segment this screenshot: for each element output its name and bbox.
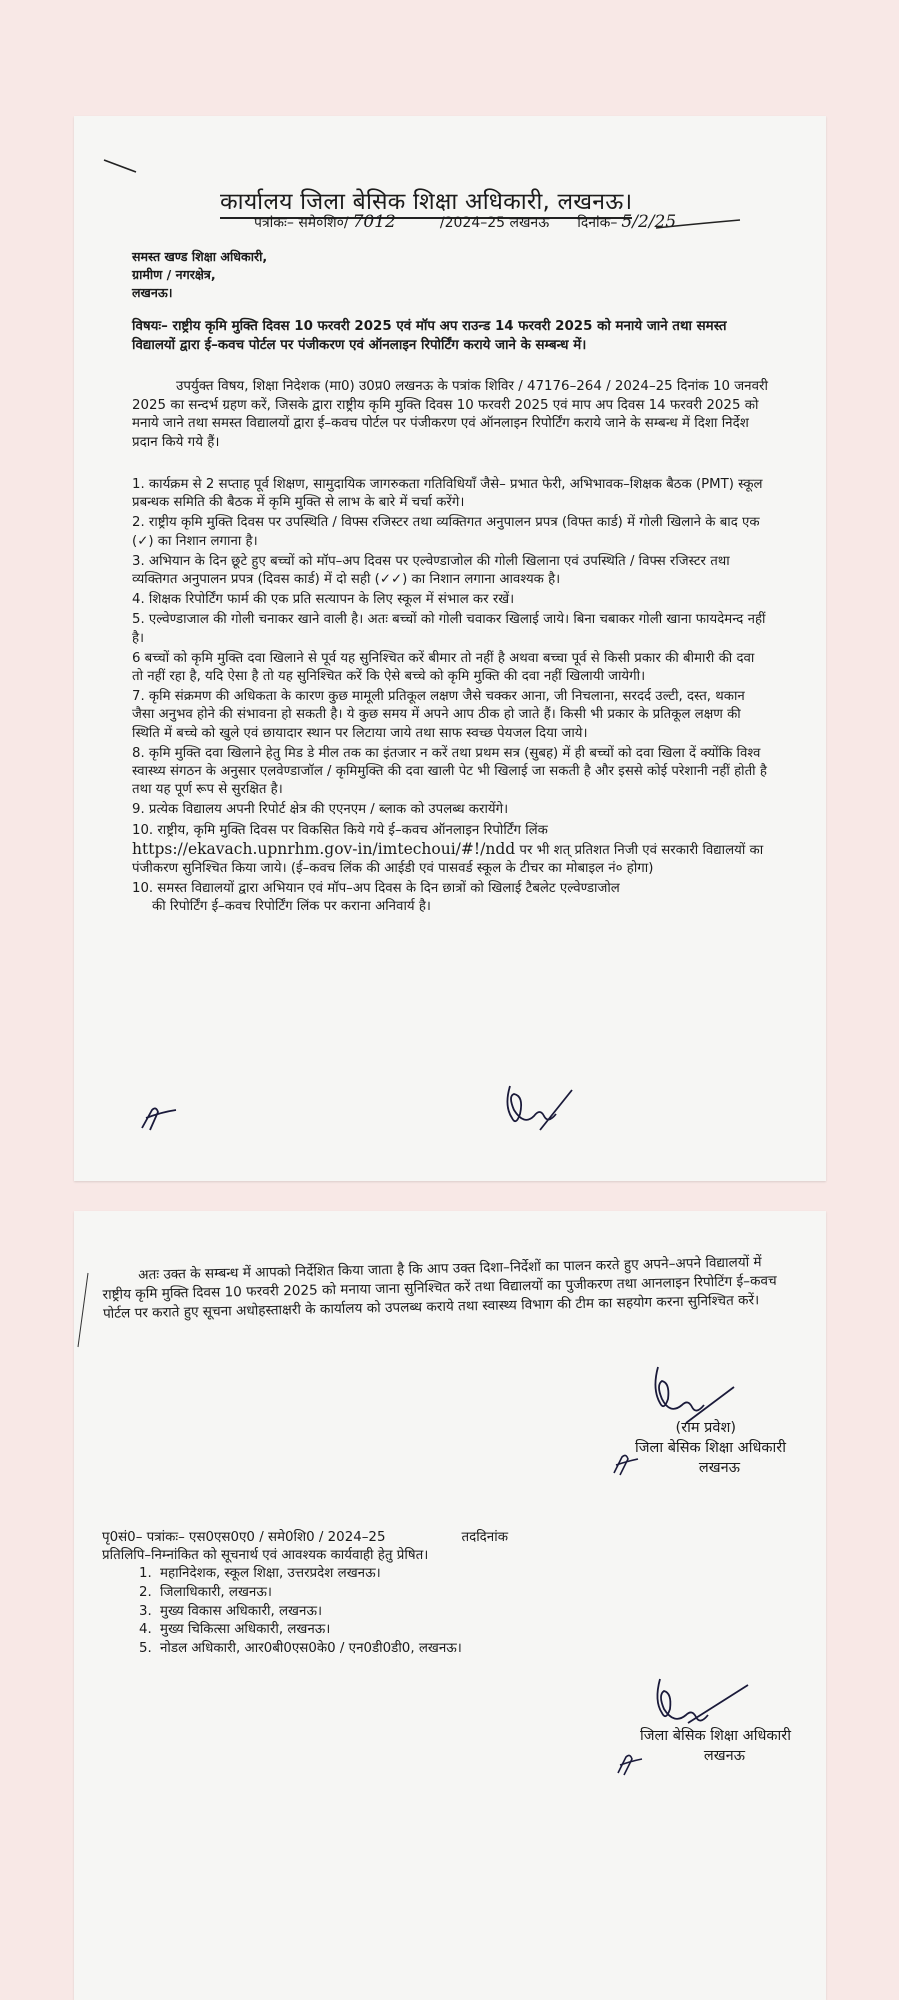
list-item: 5. एल्वेण्डाजाल की गोली चनाकर खाने वाली है। अतः बच्चों को गोली चवाकर खिलाई जाये। बिना चबाकर गोली खाना फायदेमन्द नहीं है। — [132, 612, 766, 646]
list-item-10b — [132, 880, 768, 916]
date-value: 5/2/25 — [621, 212, 677, 232]
ref-year: /2024–25 लखनऊ — [439, 215, 550, 231]
list-item: 9. प्रत्येक विद्यालय अपनी रिपोर्ट क्षेत्र की एएनएम / ब्लाक को उपलब्ध करायेंगे। — [132, 802, 509, 818]
initials-signature — [136, 1102, 186, 1136]
ref-prefix: पत्रांकः– समे०शि०/ — [254, 215, 349, 231]
address-line: ग्रामीण / नगरक्षेत्र, — [132, 267, 216, 282]
office-title: कार्यालय जिला बेसिक शिक्षा अधिकारी, लखनऊ। — [220, 184, 632, 219]
point10-text: 10. राष्ट्रीय, कृमि मुक्ति दिवस पर विकसित किये गये ई–कवच ऑनलाइन रिपोर्टिंग लिंक — [132, 822, 548, 838]
intro-paragraph: उपर्युक्त विषय, शिक्षा निदेशक (मा0) उ0प्र0 लखनऊ के पत्रांक शिविर / 47176–264 / 2024–25 दिनांक 10 जनवरी 2025 का सन्दर्भ ग्रहण करें, जिसके द्वारा राष्ट्रीय कृमि मुक्ति दिवस 10 फरवरी 2025 एवं माप अप दिवस 14 फरवरी 2025 को मनाये जाने तथा समस्त विद्यालयों द्वारा ई–कवच पोर्टल पर पंजीकरण एवं ऑनलाइन रिपोर्टिंग कराये जाने के सम्बन्ध में दिशा निर्देश प्रदान किये गये हैं। — [132, 379, 769, 450]
address-line: लखनऊ। — [132, 285, 173, 300]
list-item: 6 बच्चों को कृमि मुक्ति दवा खिलाने से पूर्व यह सुनिश्चित करें बीमार तो नहीं है अथवा बच्चा पूर्व से किसी प्रकार की बीमारी की दवा तो नहीं रहा है, यदि ऐसा है तो यह सुनिश्चित करें कि ऐसे बच्चे को कृमि मुक्ति की दवा नहीं खिलायी जायेगी। — [132, 650, 755, 685]
list-item-10 — [132, 822, 768, 879]
letter-page-1 — [74, 116, 826, 1181]
signature-block — [566, 1418, 786, 1478]
recipient-list — [130, 1565, 462, 1659]
list-item: 4. मुख्य चिकित्सा अधिकारी, लखनऊ। — [156, 1621, 462, 1640]
address-block — [132, 248, 267, 302]
address-line: समस्त खण्ड शिक्षा अधिकारी, — [132, 249, 268, 264]
signatory-title: जिला बेसिक शिक्षा अधिकारी — [635, 1440, 786, 1456]
initials-signature — [608, 1451, 642, 1479]
endorsement-date: तददिनांक — [461, 1530, 508, 1545]
letter-page-2 — [74, 1211, 826, 2000]
list-item: 2. राष्ट्रीय कृमि मुक्ति दिवस पर उपस्थिति / विफ्स रजिस्टर तथा व्यक्तिगत अनुपालन प्रपत्र (विफ्त कार्ड) में गोली खिलाने के बाद एक (✓) का निशान लगाना है। — [132, 515, 760, 549]
signature-block-2 — [571, 1726, 791, 1766]
list-item: 1. महानिदेशक, स्कूल शिक्षा, उत्तरप्रदेश लखनऊ। — [156, 1565, 462, 1584]
list-item: 3. अभियान के दिन छूटे हुए बच्चों को मॉप–अप दिवस पर एल्वेण्डाजोल की गोली खिलाना एवं उपस्थिति / विफ्स रजिस्टर तथा व्यक्तिगत अनुपालन प्रपत्र (दिवस कार्ड) में दो सही (✓✓) का निशान लगाना आवश्यक है। — [132, 553, 730, 588]
list-item: 5. नोडल अधिकारी, आर0बी0एस0के0 / एन0डी0डी0, लखनऊ। — [156, 1640, 462, 1659]
subject-line: विषयः– राष्ट्रीय कृमि मुक्ति दिवस 10 फरवरी 2025 एवं मॉप अप राउन्ड 14 फरवरी 2025 को मनाये जाने तथा समस्त विद्यालयों द्वारा ई–कवच पोर्टल पर पंजीकरण एवं ऑनलाइन रिपोर्टिंग कराये जाने के सम्बन्ध में। — [132, 319, 727, 353]
signatory-city: लखनऊ — [698, 1460, 740, 1476]
instruction-list — [132, 476, 768, 919]
officer-signature — [500, 1076, 580, 1140]
signatory-city: लखनऊ — [703, 1748, 745, 1764]
date-label: दिनांक– — [577, 215, 618, 231]
list-item: 3. मुख्य विकास अधिकारी, लखनऊ। — [156, 1603, 462, 1622]
endorsement-number: पृ0सं0– पत्रांकः– एस0एस0ए0 / समे0शि0 / 2024–25 — [102, 1530, 386, 1545]
margin-line — [74, 1271, 94, 1351]
reference-line — [254, 212, 680, 232]
handwritten-underline — [654, 218, 744, 232]
list-item: 4. शिक्षक रिपोर्टिंग फार्म की एक प्रति सत्यापन के लिए स्कूल में संभाल कर रखें। — [132, 592, 515, 608]
point10-rest: पर भी शत् प्रतिशत निजी एवं सरकारी विद्यालयों का पंजीकरण सुनिश्चित किया जाये। (ई–कवच लिंक की आईडी एवं पासवर्ड स्कूल के टीचर का मोबाइल नं० होगा) — [132, 842, 764, 877]
point10b-first: 10. समस्त विद्यालयों द्वारा अभियान एवं मॉप–अप दिवस के दिन छात्रों को खिलाई टैबलेट एल्वेण्डाजोल — [132, 881, 620, 897]
ekavach-link[interactable]: https://ekavach.upnrhm.gov-in/imtechoui/#!/ndd — [132, 839, 516, 858]
list-item: 1. कार्यक्रम से 2 सप्ताह पूर्व शिक्षण, सामुदायिक जागरुकता गतिविधियाँ जैसे– प्रभात फेरी, अभिभावक–शिक्षक बैठक (PMT) स्कूल प्रबन्धक समिति की बैठक में कृमि मुक्ति से लाभ के बारे में चर्चा करेंगे। — [132, 477, 763, 511]
ref-number: 7012 — [352, 212, 396, 232]
copy-to-line: प्रतिलिपि–निम्नांकित को सूचनार्थ एवं आवश्यक कार्यवाही हेतु प्रेषित। — [102, 1548, 429, 1563]
initials-signature — [612, 1751, 646, 1779]
signatory-title: जिला बेसिक शिक्षा अधिकारी — [640, 1728, 791, 1744]
directive-paragraph: अतः उक्त के सम्बन्ध में आपको निर्देशित किया जाता है कि आप उक्त दिशा–निर्देशों का पालन करते हुए अपने–अपने विद्यालयों में राष्ट्रीय कृमि मुक्ति दिवस 10 फरवरी 2025 को मनाया जाना सुनिश्चित करें तथा विद्यालयों का पुजीकरण तथा आनलाइन रिपोटिंग ई–कवच पोर्टल पर कराते हुए सूचना अधोहस्ताक्षरी के कार्यालय को उपलब्ध कराये तथा स्वास्थ्य विभाग की टीम का सहयोग करना सुनिश्चित करें। — [102, 1254, 777, 1322]
signatory-name: (राम प्रवेश) — [675, 1420, 736, 1436]
list-item: 2. जिलाधिकारी, लखनऊ। — [156, 1584, 462, 1603]
officer-signature — [644, 1665, 754, 1735]
corner-mark — [102, 156, 142, 176]
endorsement-reference — [102, 1529, 508, 1547]
point10b-rest: की रिपोर्टिंग ई–कवच रिपोर्टिंग लिंक पर कराना अनिवार्य है। — [152, 899, 431, 915]
list-item: 8. कृमि मुक्ति दवा खिलाने हेतु मिड डे मील तक का इंतजार न करें तथा प्रथम सत्र (सुबह) में ही बच्चों को दवा खिला दें क्योंकि विश्व स्वास्थ्य संगठन के अनुसार एलवेण्डाजॉल / कृमिमुक्ति की दवा खाली पेट भी खिलाई जा सकती है और इससे कोई परेशानी नहीं होती है तथा यह पूर्ण रूप से सुरक्षित है। — [132, 745, 767, 798]
list-item: 7. कृमि संक्रमण की अधिकता के कारण कुछ मामूली प्रतिकूल लक्षण जैसे चक्कर आना, जी निचलाना, सरदर्द उल्टी, दस्त, थकान जैसा अनुभव होने की संभावना हो सकती है। ये कुछ समय में अपने आप ठीक हो जाते हैं। किसी भी प्रकार के प्रतिकूल लक्षण की स्थिति में बच्चे को खुले एवं छायादार स्थान पर लिटाया जाये तथा साफ स्वच्छ पेयजल दिया जाये। — [132, 689, 745, 741]
